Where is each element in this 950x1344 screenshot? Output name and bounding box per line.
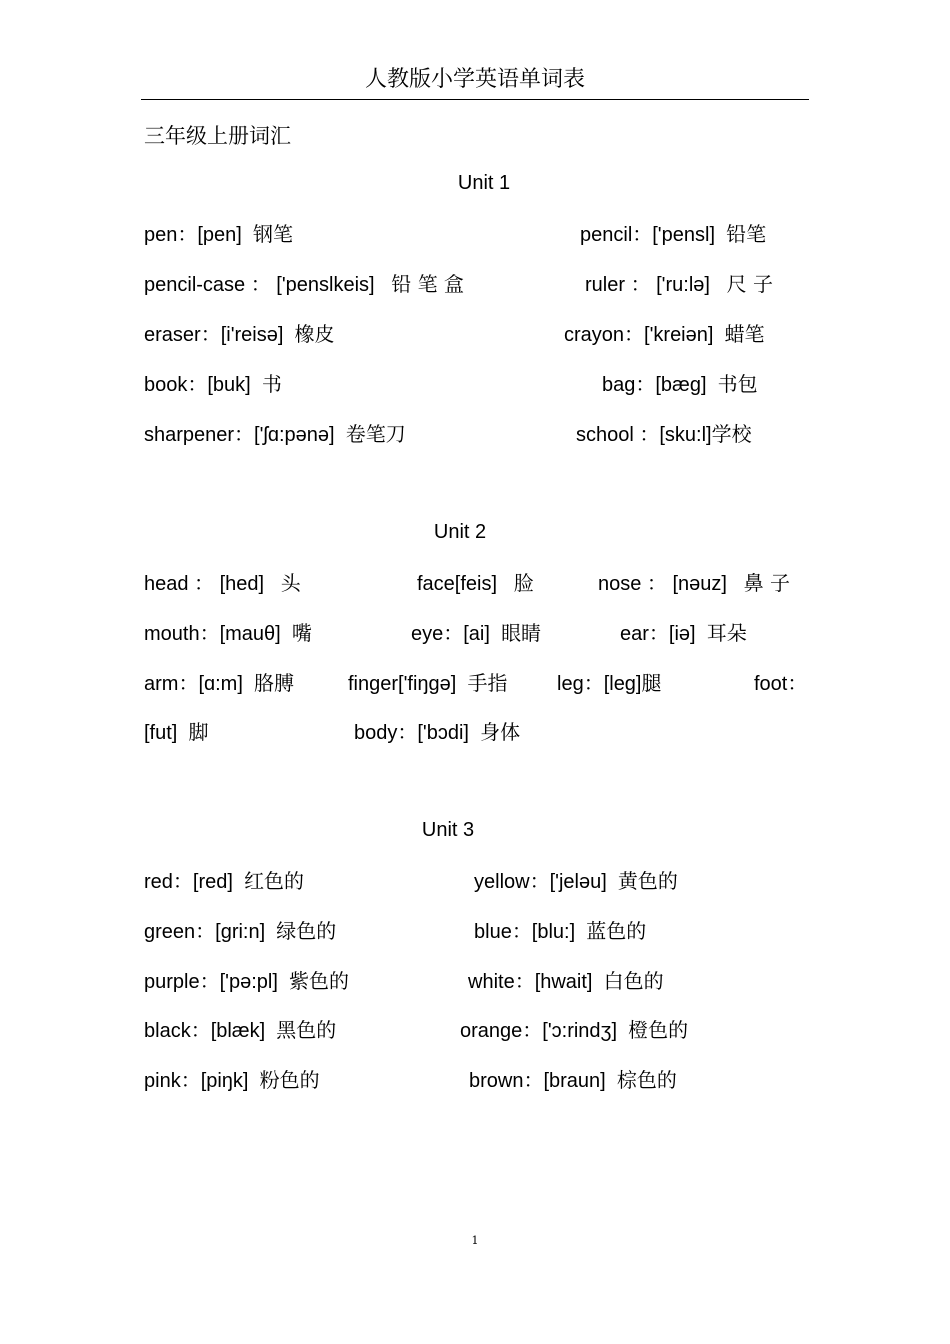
- entry-word: crayon：['kreiən]: [564, 324, 714, 346]
- entry-meaning: 橙色的: [628, 1018, 689, 1042]
- entry-word: green：[gri:n]: [144, 921, 266, 943]
- entry-meaning: 铅 笔 盒: [391, 272, 464, 296]
- entry-meaning: 红色的: [244, 869, 305, 893]
- entry-word: foot：: [754, 673, 808, 695]
- unit-3-title: Unit 3: [421, 819, 475, 841]
- entry-word: [fut]: [144, 722, 178, 744]
- vocab-entry: [585, 270, 773, 299]
- vocab-entry: [598, 569, 790, 598]
- entry-word: book：[buk]: [144, 374, 251, 396]
- vocab-entry: [144, 718, 208, 747]
- vocab-entry: [144, 420, 406, 449]
- entry-meaning: 橡皮: [294, 322, 335, 346]
- vocab-entry: [144, 1016, 336, 1045]
- vocab-entry: [144, 1066, 320, 1095]
- entry-word: orange：['ɔ:rindʒ]: [460, 1020, 618, 1042]
- vocab-entry: [474, 917, 646, 946]
- entry-word: bag：[bæg]: [602, 374, 707, 396]
- entry-word: body：['bɔdi]: [354, 722, 469, 744]
- entry-meaning: 黄色的: [617, 869, 678, 893]
- entry-word: mouth：[mauθ]: [144, 623, 281, 645]
- vocab-entry: [468, 967, 664, 996]
- entry-word: school ：[sku:l]: [576, 424, 712, 446]
- entry-word: arm：[ɑ:m]: [144, 673, 243, 695]
- entry-word: nose ： [nəuz]: [598, 573, 727, 595]
- vocab-entry: [474, 867, 678, 896]
- entry-meaning: 绿色的: [276, 919, 337, 943]
- vocab-entry: [557, 669, 662, 698]
- entry-meaning: 嘴: [291, 621, 312, 645]
- entry-word: white：[hwait]: [468, 971, 593, 993]
- entry-meaning: 鼻 子: [743, 571, 790, 595]
- vocab-entry: [144, 569, 301, 598]
- vocab-entry: [144, 917, 336, 946]
- entry-meaning: 脸: [513, 571, 534, 595]
- vocab-entry: [411, 619, 541, 648]
- entry-word: eye：[ai]: [411, 623, 490, 645]
- entry-meaning: 脚: [188, 720, 209, 744]
- vocab-entry: [602, 370, 758, 399]
- entry-word: black：[blæk]: [144, 1020, 266, 1042]
- vocab-entry: [469, 1066, 677, 1095]
- vocab-entry: [144, 320, 335, 349]
- vocab-entry: [620, 619, 747, 648]
- entry-meaning: 铅笔: [726, 222, 767, 246]
- vocab-entry: [144, 619, 312, 648]
- entry-word: finger['fiŋgə]: [348, 673, 457, 695]
- entry-meaning: 蓝色的: [586, 919, 647, 943]
- vocab-entry: [580, 220, 766, 249]
- section-heading: 三年级上册词汇: [144, 124, 291, 148]
- entry-meaning: 黑色的: [276, 1018, 337, 1042]
- entry-meaning: 钢笔: [252, 222, 293, 246]
- entry-word: red：[red]: [144, 871, 233, 893]
- unit-1-title: Unit 1: [457, 172, 511, 194]
- vocab-entry: [348, 669, 507, 698]
- vocab-entry: [564, 320, 765, 349]
- entry-meaning: 尺 子: [726, 272, 773, 296]
- page-title: 人教版小学英语单词表: [364, 67, 585, 92]
- entry-meaning: 学校: [711, 422, 752, 446]
- page-number: 1: [471, 1234, 479, 1247]
- entry-meaning: 白色的: [603, 969, 664, 993]
- entry-word: pencil-case ： ['penslkeis]: [144, 274, 375, 296]
- entry-meaning: 手指: [467, 671, 508, 695]
- entry-meaning: 紫色的: [289, 969, 350, 993]
- entry-meaning: 棕色的: [616, 1068, 677, 1092]
- entry-word: ear：[iə]: [620, 623, 696, 645]
- entry-word: pencil：['pensl]: [580, 224, 715, 246]
- header-divider: [141, 99, 809, 100]
- vocab-entry: [144, 967, 349, 996]
- entry-word: leg：[leg]: [557, 673, 642, 695]
- entry-meaning: 眼睛: [501, 621, 542, 645]
- unit-2-title: Unit 2: [433, 521, 487, 543]
- entry-meaning: 身体: [480, 720, 521, 744]
- entry-word: eraser：[i'reisə]: [144, 324, 284, 346]
- entry-meaning: 腿: [641, 671, 662, 695]
- vocab-entry: [144, 669, 294, 698]
- entry-meaning: 粉色的: [259, 1068, 320, 1092]
- vocab-entry: [144, 867, 304, 896]
- entry-meaning: 胳膊: [254, 671, 295, 695]
- entry-word: yellow：['jeləu]: [474, 871, 607, 893]
- vocab-entry: [144, 270, 464, 299]
- entry-word: head ： [hed]: [144, 573, 265, 595]
- vocab-entry: [144, 220, 293, 249]
- entry-word: blue：[blu:]: [474, 921, 576, 943]
- vocab-entry: [754, 669, 807, 698]
- vocab-entry: [354, 718, 520, 747]
- vocab-entry: [576, 420, 752, 449]
- entry-word: purple：['pə:pl]: [144, 971, 278, 993]
- entry-word: pen：[pen]: [144, 224, 242, 246]
- vocab-entry: [144, 370, 282, 399]
- vocab-entry: [417, 569, 534, 598]
- entry-meaning: 头: [280, 571, 301, 595]
- entry-meaning: 耳朵: [706, 621, 747, 645]
- entry-meaning: 蜡笔: [724, 322, 765, 346]
- entry-meaning: 书: [261, 372, 282, 396]
- entry-word: sharpener：['ʃɑ:pənə]: [144, 424, 335, 446]
- vocab-entry: [460, 1016, 688, 1045]
- entry-meaning: 卷笔刀: [345, 422, 406, 446]
- entry-meaning: 书包: [717, 372, 758, 396]
- entry-word: ruler ： ['ru:lə]: [585, 274, 710, 296]
- entry-word: pink：[piŋk]: [144, 1070, 249, 1092]
- entry-word: brown：[braun]: [469, 1070, 606, 1092]
- entry-word: face[feis]: [417, 573, 498, 595]
